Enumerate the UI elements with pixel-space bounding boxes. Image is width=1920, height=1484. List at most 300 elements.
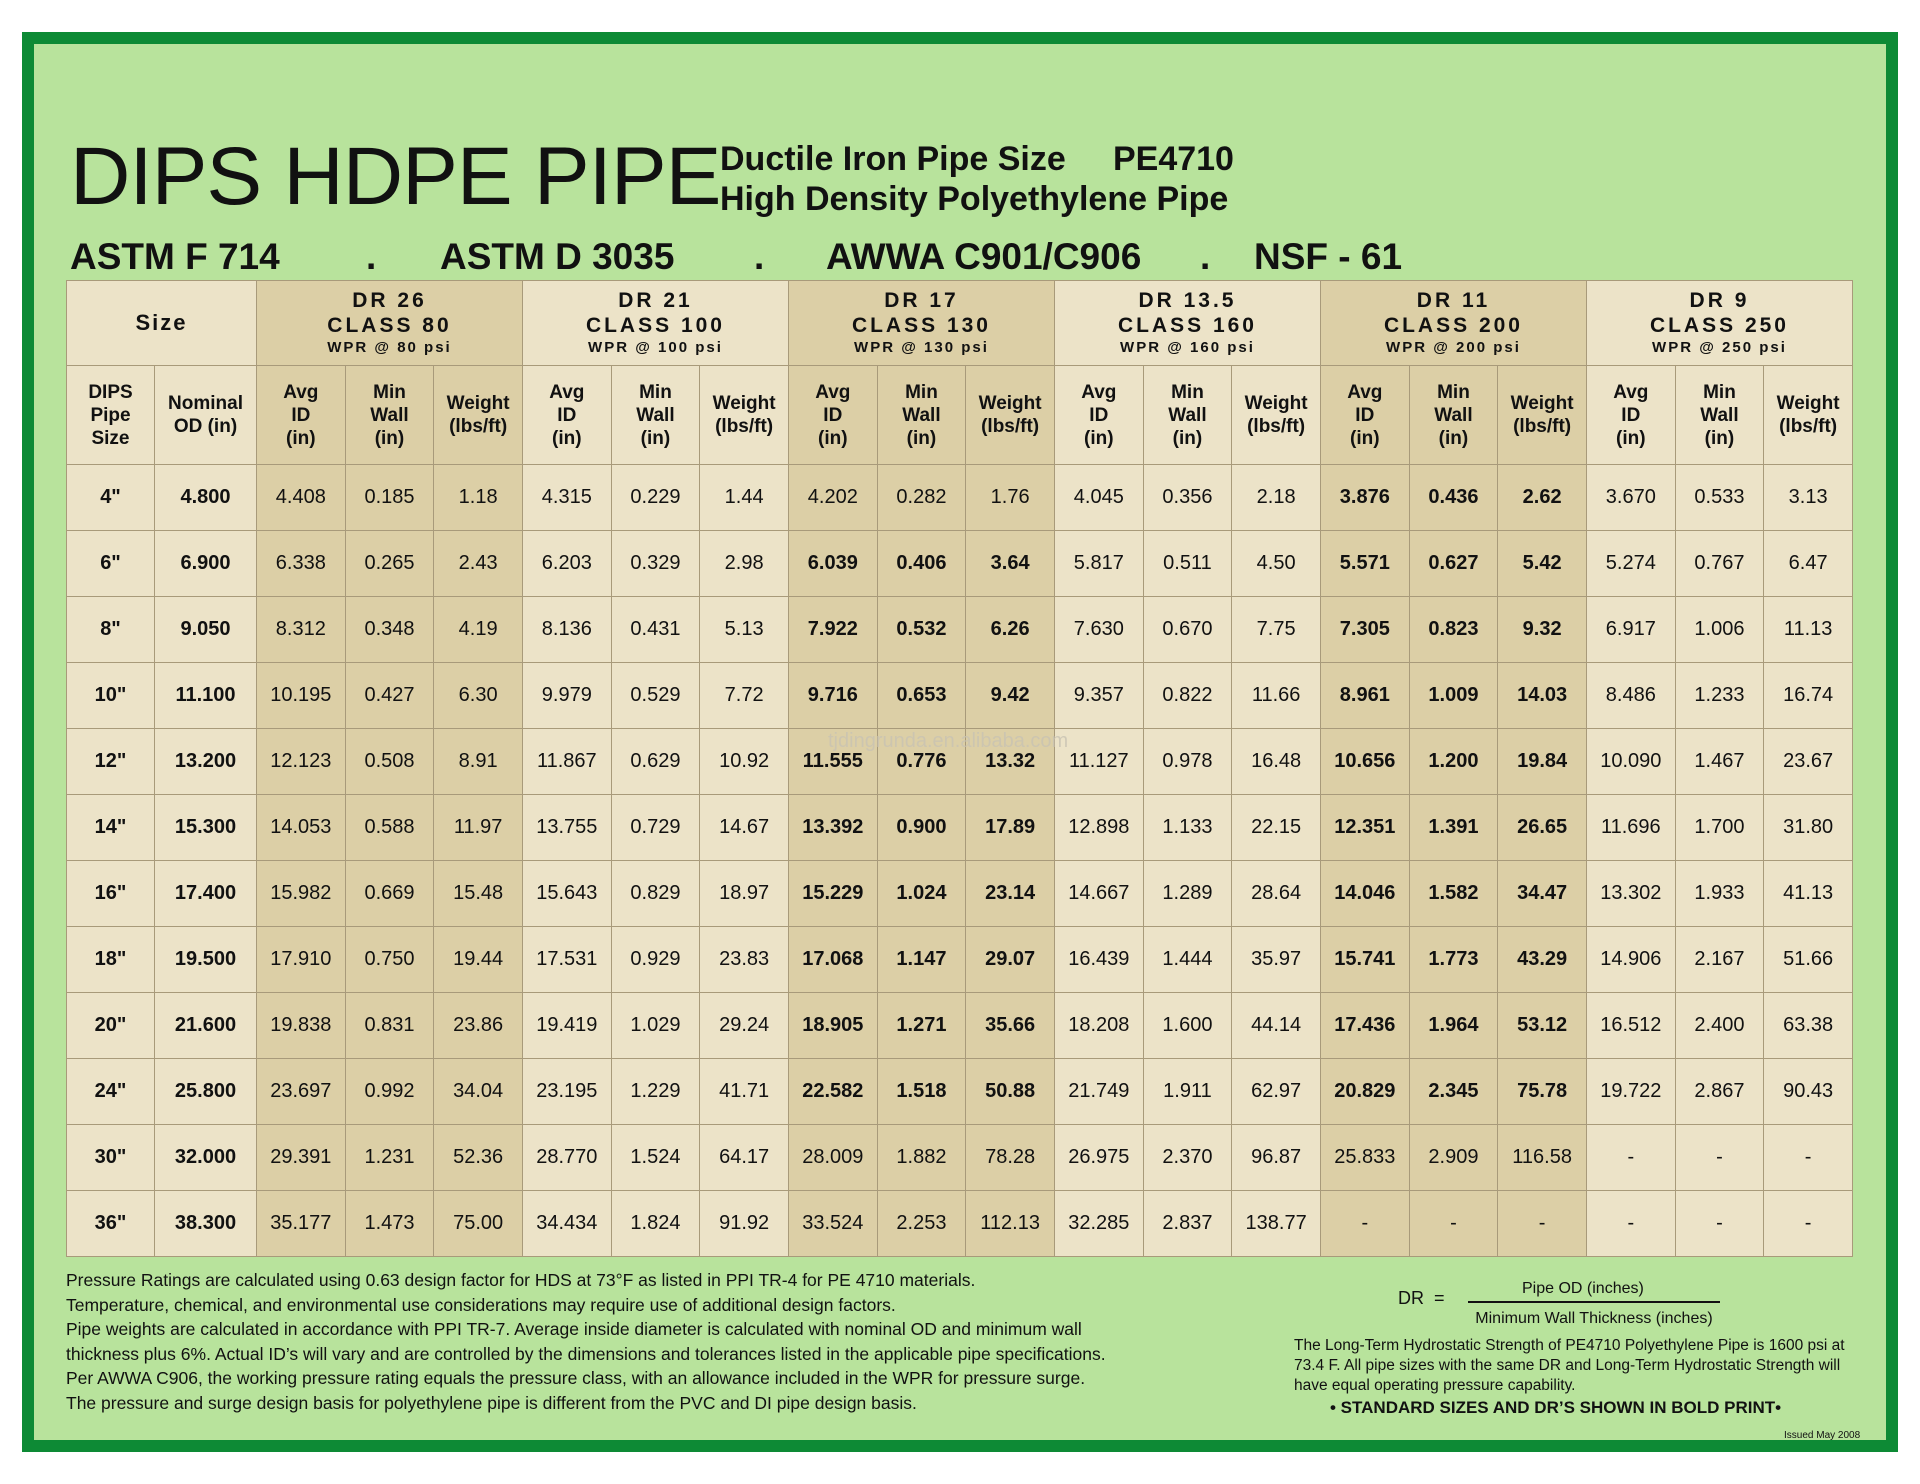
cell-dips-size: 20" [67,993,155,1059]
col-min-wall [1409,366,1498,465]
cell-weight: 116.58 [1498,1125,1587,1191]
cell-min-wall: 0.329 [611,531,700,597]
col-min-wall [1675,366,1764,465]
cell-weight: 7.75 [1232,597,1321,663]
cell-min-wall: 0.406 [877,531,966,597]
cell-nominal-od: 15.300 [155,795,257,861]
cell-weight: 7.72 [700,663,789,729]
cell-weight: 91.92 [700,1191,789,1257]
cell-weight: 62.97 [1232,1059,1321,1125]
cell-weight: 15.48 [434,861,523,927]
col-avg-id-line: Avg [1347,381,1383,403]
cell-dips-size: 8" [67,597,155,663]
cell-avg-id: 17.068 [788,927,877,993]
cell-weight: 18.97 [700,861,789,927]
table-row [67,465,1853,531]
cell-weight: 43.29 [1498,927,1587,993]
col-min-wall-line: Wall [1700,404,1739,426]
col-min-wall-line: Wall [1434,404,1473,426]
cell-nominal-od: 25.800 [155,1059,257,1125]
col-min-wall [1143,366,1232,465]
cell-avg-id: 15.229 [788,861,877,927]
cell-min-wall: - [1675,1191,1764,1257]
cell-weight: 35.66 [966,993,1055,1059]
cell-nominal-od: 32.000 [155,1125,257,1191]
cell-weight: 41.13 [1764,861,1853,927]
cell-weight: - [1764,1125,1853,1191]
col-weight-line: (lbs/ft) [1513,416,1572,437]
formula-denominator: Minimum Wall Thickness (inches) [1475,1310,1713,1327]
cell-weight: 28.64 [1232,861,1321,927]
cell-weight: 23.83 [700,927,789,993]
col-avg-id-line: Avg [283,381,319,403]
cell-avg-id: 13.392 [788,795,877,861]
cell-nominal-od: 9.050 [155,597,257,663]
col-avg-id-line: ID [823,404,843,426]
col-min-wall [345,366,434,465]
cell-avg-id: 5.274 [1586,531,1675,597]
cell-min-wall: 0.750 [345,927,434,993]
cell-weight: 112.13 [966,1191,1055,1257]
cell-avg-id: 5.571 [1320,531,1409,597]
col-weight-line: Weight [446,393,510,414]
cell-weight: 8.91 [434,729,523,795]
cell-min-wall: 0.653 [877,663,966,729]
cell-avg-id: 14.906 [1586,927,1675,993]
cell-weight: 138.77 [1232,1191,1321,1257]
cell-weight: 14.03 [1498,663,1587,729]
col-avg-id-line: ID [557,404,577,426]
cell-weight: 34.47 [1498,861,1587,927]
cell-avg-id: 15.982 [257,861,346,927]
cell-dips-size: 18" [67,927,155,993]
dr-group-wpr: WPR @ 80 psi [327,339,452,356]
cell-dips-size: 4" [67,465,155,531]
col-avg-id-line: (in) [552,427,582,449]
dr-group-class: CLASS 130 [851,314,991,337]
cell-min-wall: 1.009 [1409,663,1498,729]
note-line: Per AWWA C906, the working pressure rating equals the pressure class, with an allowance included in the WPR for pressure surge. [66,1368,1086,1388]
col-weight [1764,366,1853,465]
table-row [67,1191,1853,1257]
pipe-spec-table [66,280,1853,1257]
cell-avg-id: 8.136 [522,597,611,663]
separator-dot: . [366,236,377,277]
cell-min-wall: 0.900 [877,795,966,861]
cell-min-wall: - [1409,1191,1498,1257]
cell-avg-id: 9.716 [788,663,877,729]
subtitle-pipe-size: Ductile Iron Pipe Size PE4710 [720,140,1234,178]
cell-avg-id: 15.643 [522,861,611,927]
table-header-groups [67,281,1853,366]
cell-weight: - [1498,1191,1587,1257]
cell-avg-id: 33.524 [788,1191,877,1257]
cell-weight: 44.14 [1232,993,1321,1059]
cell-min-wall: - [1675,1125,1764,1191]
cell-weight: 35.97 [1232,927,1321,993]
bold-print-note: • STANDARD SIZES AND DR’S SHOWN IN BOLD PRINT• [1330,1398,1782,1417]
cell-dips-size: 16" [67,861,155,927]
col-avg-id-line: (in) [1616,427,1646,449]
cell-weight: 1.44 [700,465,789,531]
cell-weight: 50.88 [966,1059,1055,1125]
cell-min-wall: 1.467 [1675,729,1764,795]
cell-weight: 13.32 [966,729,1055,795]
cell-min-wall: 2.909 [1409,1125,1498,1191]
cell-weight: 9.42 [966,663,1055,729]
col-weight-line: Weight [1776,393,1840,414]
cell-nominal-od: 11.100 [155,663,257,729]
cell-dips-size: 36" [67,1191,155,1257]
cell-min-wall: 0.265 [345,531,434,597]
cell-weight: 16.48 [1232,729,1321,795]
cell-avg-id: 18.208 [1054,993,1143,1059]
cell-min-wall: 0.431 [611,597,700,663]
cell-weight: 29.07 [966,927,1055,993]
cell-avg-id: 14.046 [1320,861,1409,927]
cell-avg-id: 10.656 [1320,729,1409,795]
cell-avg-id: 8.312 [257,597,346,663]
cell-weight: 6.30 [434,663,523,729]
cell-min-wall: 1.233 [1675,663,1764,729]
cell-weight: 11.97 [434,795,523,861]
cell-min-wall: 0.823 [1409,597,1498,663]
col-avg-id-line: ID [1621,404,1641,426]
dr-group-wpr: WPR @ 130 psi [854,339,989,356]
col-min-wall-line: Wall [636,404,675,426]
col-weight [700,366,789,465]
cell-min-wall: 1.600 [1143,993,1232,1059]
table-row [67,531,1853,597]
dr-group-wpr: WPR @ 160 psi [1120,339,1255,356]
col-min-wall-line: (in) [1704,427,1735,449]
cell-avg-id: 8.961 [1320,663,1409,729]
standard-nsf: NSF - 61 [1254,236,1403,277]
col-weight [434,366,523,465]
note-line: Pipe weights are calculated in accordance with PPI TR-7. Average inside diameter is calculated with nominal OD and minimum wall [66,1319,1082,1339]
cell-avg-id: 25.833 [1320,1125,1409,1191]
table-row [67,861,1853,927]
cell-avg-id: 12.898 [1054,795,1143,861]
cell-avg-id: 13.755 [522,795,611,861]
cell-weight: 6.47 [1764,531,1853,597]
cell-min-wall: 1.882 [877,1125,966,1191]
cell-min-wall: 1.824 [611,1191,700,1257]
cell-avg-id: 4.408 [257,465,346,531]
cell-weight: 23.86 [434,993,523,1059]
cell-avg-id: 23.697 [257,1059,346,1125]
cell-weight: - [1764,1191,1853,1257]
issued-date: Issued May 2008 [1784,1430,1861,1441]
cell-dips-size: 24" [67,1059,155,1125]
cell-weight: 17.89 [966,795,1055,861]
cell-min-wall: 1.518 [877,1059,966,1125]
separator-dot: . [754,236,765,277]
cell-nominal-od: 19.500 [155,927,257,993]
cell-weight: 51.66 [1764,927,1853,993]
dr-group-wpr: WPR @ 200 psi [1386,339,1521,356]
cell-min-wall: 1.147 [877,927,966,993]
cell-avg-id: 11.867 [522,729,611,795]
cell-min-wall: 2.167 [1675,927,1764,993]
cell-weight: 3.64 [966,531,1055,597]
cell-weight: 14.67 [700,795,789,861]
col-nominal-od-line: OD (in) [173,416,238,437]
dr-group-dr: DR 17 [884,289,959,312]
cell-min-wall: 0.511 [1143,531,1232,597]
cell-avg-id: 12.351 [1320,795,1409,861]
cell-min-wall: 1.700 [1675,795,1764,861]
dr-group-class: CLASS 160 [1117,314,1257,337]
note-line: The pressure and surge design basis for polyethylene pipe is different from the PVC and DI pipe design basis. [66,1392,917,1413]
cell-weight: 1.18 [434,465,523,531]
notes-block [66,1268,1266,1415]
cell-weight: 19.44 [434,927,523,993]
cell-weight: 19.84 [1498,729,1587,795]
cell-min-wall: 1.289 [1143,861,1232,927]
cell-avg-id: 15.741 [1320,927,1409,993]
table-row [67,795,1853,861]
dr-group-dr: DR 21 [618,289,693,312]
dr-group-header [522,281,788,366]
cell-avg-id: 5.817 [1054,531,1143,597]
col-weight [1232,366,1321,465]
table-header-columns [67,366,1853,465]
cell-min-wall: 1.582 [1409,861,1498,927]
cell-min-wall: 1.006 [1675,597,1764,663]
table-row [67,597,1853,663]
cell-weight: 16.74 [1764,663,1853,729]
cell-avg-id: 17.436 [1320,993,1409,1059]
cell-min-wall: 0.829 [611,861,700,927]
table-row [67,993,1853,1059]
note-line: thickness plus 6%. Actual ID’s will vary and are controlled by the dimensions and tolerances listed in the applicable pipe specifications. [66,1343,1106,1364]
table-row [67,663,1853,729]
cell-min-wall: 1.024 [877,861,966,927]
dr-group-header [257,281,523,366]
col-weight-line: Weight [1244,393,1308,414]
cell-avg-id: 8.486 [1586,663,1675,729]
col-avg-id [1320,366,1409,465]
cell-avg-id: 22.582 [788,1059,877,1125]
cell-weight: 63.38 [1764,993,1853,1059]
cell-min-wall: 0.529 [611,663,700,729]
standard-astm-d3035: ASTM D 3035 [440,236,675,277]
dr-group-header [788,281,1054,366]
cell-min-wall: 0.822 [1143,663,1232,729]
cell-min-wall: 1.473 [345,1191,434,1257]
cell-avg-id: - [1320,1191,1409,1257]
cell-weight: 75.78 [1498,1059,1587,1125]
cell-avg-id: 3.876 [1320,465,1409,531]
dr-group-class: CLASS 200 [1383,314,1523,337]
cell-min-wall: 1.200 [1409,729,1498,795]
cell-min-wall: 1.271 [877,993,966,1059]
separator-dot: . [1200,236,1211,277]
cell-avg-id: 4.202 [788,465,877,531]
cell-min-wall: 0.533 [1675,465,1764,531]
cell-avg-id: 9.357 [1054,663,1143,729]
cell-avg-id: 34.434 [522,1191,611,1257]
table-row [67,1059,1853,1125]
cell-avg-id: 13.302 [1586,861,1675,927]
cell-avg-id: 10.195 [257,663,346,729]
cell-weight: 23.14 [966,861,1055,927]
col-min-wall-line: Min [1703,381,1736,403]
cell-min-wall: 0.670 [1143,597,1232,663]
cell-weight: 4.19 [434,597,523,663]
cell-nominal-od: 6.900 [155,531,257,597]
cell-avg-id: 7.922 [788,597,877,663]
col-avg-id-line: (in) [286,427,316,449]
col-weight-line: (lbs/ft) [1247,416,1306,437]
col-avg-id-line: ID [1355,404,1375,426]
col-min-wall-line: (in) [374,427,405,449]
table-row [67,927,1853,993]
lths-note: The Long-Term Hydrostatic Strength of PE4710 Polyethylene Pipe is 1600 psi at 73.4 F. All pipe sizes with the same DR and Long-Term Hydrostatic Strength will have equal operating pressure capability. [1294,1337,1845,1394]
cell-avg-id: 35.177 [257,1191,346,1257]
watermark: tjdingrunda.en.alibaba.com [828,730,1069,752]
cell-weight: 78.28 [966,1125,1055,1191]
cell-avg-id: 17.910 [257,927,346,993]
standard-astm-f714: ASTM F 714 [70,236,280,277]
col-nominal-od [155,366,257,465]
col-min-wall-line: Wall [1168,404,1207,426]
col-min-wall-line: Wall [902,404,941,426]
col-min-wall-line: (in) [1172,427,1203,449]
cell-dips-size: 6" [67,531,155,597]
cell-weight: 2.43 [434,531,523,597]
cell-min-wall: 1.911 [1143,1059,1232,1125]
col-avg-id-line: (in) [1350,427,1380,449]
cell-weight: 3.13 [1764,465,1853,531]
dr-group-wpr: WPR @ 250 psi [1652,339,1787,356]
cell-min-wall: 0.348 [345,597,434,663]
cell-min-wall: 0.627 [1409,531,1498,597]
cell-min-wall: 0.992 [345,1059,434,1125]
cell-dips-size: 10" [67,663,155,729]
col-dips-pipe-size-line: DIPS [88,381,133,403]
cell-min-wall: 1.964 [1409,993,1498,1059]
cell-avg-id: 7.305 [1320,597,1409,663]
cell-avg-id: 16.439 [1054,927,1143,993]
col-min-wall-line: (in) [640,427,671,449]
cell-min-wall: 2.400 [1675,993,1764,1059]
col-avg-id-line: Avg [1081,381,1117,403]
dr-group-wpr: WPR @ 100 psi [588,339,723,356]
col-min-wall-line: Min [1437,381,1470,403]
cell-weight: 34.04 [434,1059,523,1125]
cell-min-wall: 0.185 [345,465,434,531]
cell-weight: 5.42 [1498,531,1587,597]
cell-min-wall: 1.231 [345,1125,434,1191]
col-dips-pipe-size [67,366,155,465]
cell-weight: 22.15 [1232,795,1321,861]
col-avg-id [1586,366,1675,465]
col-weight-line: (lbs/ft) [715,416,774,437]
cell-weight: 90.43 [1764,1059,1853,1125]
cell-min-wall: 0.776 [877,729,966,795]
dr-group-dr: DR 26 [352,289,427,312]
cell-weight: 6.26 [966,597,1055,663]
col-avg-id [522,366,611,465]
cell-avg-id: 14.053 [257,795,346,861]
cell-min-wall: 1.391 [1409,795,1498,861]
col-avg-id [257,366,346,465]
col-dips-pipe-size-line: Pipe [90,404,131,426]
cell-min-wall: 0.669 [345,861,434,927]
col-weight-line: (lbs/ft) [449,416,508,437]
col-min-wall-line: Wall [370,404,409,426]
col-nominal-od-line: Nominal [168,393,243,414]
col-min-wall-line: Min [1171,381,1204,403]
cell-avg-id: 32.285 [1054,1191,1143,1257]
col-min-wall-line: (in) [1438,427,1469,449]
cell-avg-id: 29.391 [257,1125,346,1191]
cell-weight: 64.17 [700,1125,789,1191]
cell-avg-id: 19.838 [257,993,346,1059]
cell-avg-id: 20.829 [1320,1059,1409,1125]
cell-min-wall: 0.588 [345,795,434,861]
cell-avg-id: 16.512 [1586,993,1675,1059]
cell-weight: 53.12 [1498,993,1587,1059]
cell-min-wall: 0.436 [1409,465,1498,531]
dr-group-dr: DR 9 [1689,289,1750,312]
cell-nominal-od: 13.200 [155,729,257,795]
col-min-wall-line: Min [905,381,938,403]
cell-weight: 2.62 [1498,465,1587,531]
cell-weight: 75.00 [434,1191,523,1257]
subtitle-polyethylene: High Density Polyethylene Pipe [720,180,1229,218]
cell-weight: 11.66 [1232,663,1321,729]
cell-min-wall: 0.508 [345,729,434,795]
dr-group-dr: DR 11 [1416,289,1491,312]
cell-weight: 11.13 [1764,597,1853,663]
dr-group-header [1320,281,1586,366]
col-dips-pipe-size-line: Size [91,427,130,449]
cell-avg-id: 3.670 [1586,465,1675,531]
cell-min-wall: 0.356 [1143,465,1232,531]
cell-avg-id: 12.123 [257,729,346,795]
size-header: Size [67,281,257,366]
col-min-wall [877,366,966,465]
col-weight-line: Weight [978,393,1042,414]
col-min-wall [611,366,700,465]
cell-avg-id: 19.722 [1586,1059,1675,1125]
col-weight-line: (lbs/ft) [1779,416,1838,437]
cell-avg-id: 26.975 [1054,1125,1143,1191]
formula-numerator: Pipe OD (inches) [1522,1280,1644,1297]
formula-lhs: DR = [1398,1288,1445,1308]
cell-avg-id: 18.905 [788,993,877,1059]
col-avg-id-line: ID [1089,404,1109,426]
cell-weight: 2.98 [700,531,789,597]
cell-min-wall: 0.978 [1143,729,1232,795]
cell-min-wall: 1.229 [611,1059,700,1125]
cell-min-wall: 0.229 [611,465,700,531]
cell-weight: 4.50 [1232,531,1321,597]
dr-group-header [1586,281,1852,366]
cell-avg-id: 19.419 [522,993,611,1059]
cell-avg-id: - [1586,1191,1675,1257]
dr-group-header [1054,281,1320,366]
col-weight [966,366,1055,465]
cell-weight: 26.65 [1498,795,1587,861]
cell-min-wall: 0.929 [611,927,700,993]
col-avg-id-line: (in) [818,427,848,449]
cell-weight: 10.92 [700,729,789,795]
col-weight-line: (lbs/ft) [981,416,1040,437]
